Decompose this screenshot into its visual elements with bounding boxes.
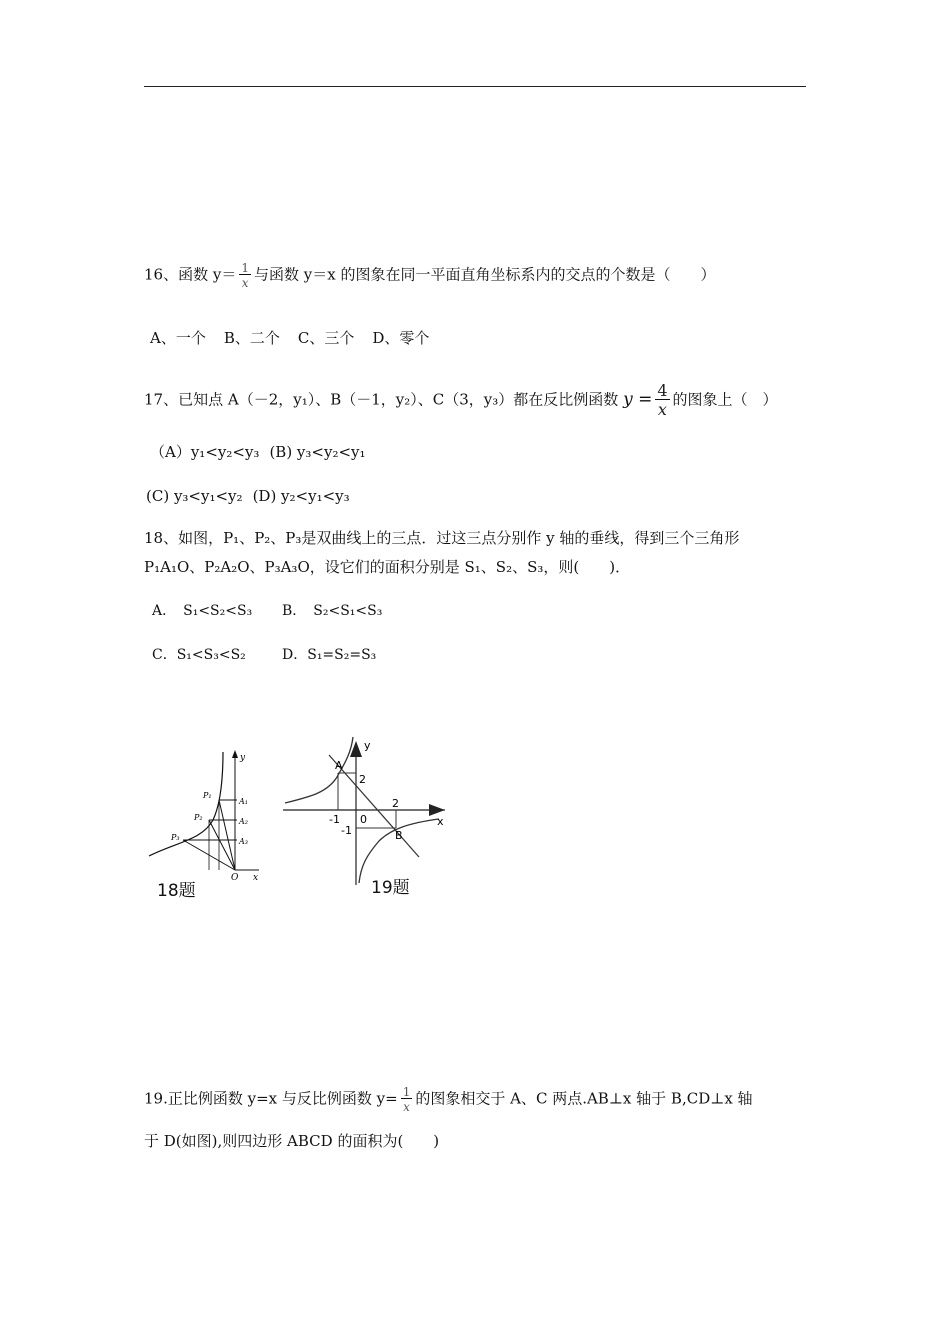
q18-options-row-1 — [152, 601, 382, 621]
q19-frac-den: x — [403, 1100, 410, 1114]
fig18-label-y: y — [240, 753, 246, 763]
fig19-label-neg1-y: -1 — [341, 824, 352, 837]
q17-option-b: (B) y₃<y₂<y₁ — [269, 443, 366, 461]
fig18-label-a1: A₁ — [239, 797, 248, 806]
q16-frac-num: 1 — [241, 261, 249, 275]
q17-y-equals: y = — [623, 389, 653, 410]
q19-stem-line-2: 于 D(如图),则四边形 ABCD 的面积为( ) — [144, 1132, 440, 1150]
fig18-caption: 18题 — [157, 881, 196, 901]
q16-frac-den: x — [241, 276, 249, 290]
fig19-label-a: A — [335, 759, 343, 772]
q16-option-d: D、零个 — [372, 329, 430, 347]
q16-text-start: 16、函数 y＝ — [144, 265, 237, 284]
figure-19-graph — [279, 733, 454, 893]
q17-text-start: 17、已知点 A（－2，y₁）、B（－1，y₂）、C（3，y₃）都在反比例函数 — [144, 390, 619, 409]
fig18-label-a2: A₂ — [239, 817, 248, 826]
fig19-label-2-y: 2 — [359, 773, 366, 786]
header-rule — [144, 86, 806, 87]
q18-option-c: C．S₁<S₃<S₂ — [152, 647, 246, 663]
q19-text-end: 的图象相交于 A、C 两点.AB⊥x 轴于 B,CD⊥x 轴 — [415, 1089, 753, 1108]
question-16-options — [150, 328, 447, 348]
fig18-label-p1: P₁ — [203, 791, 212, 800]
q17-text-end: 的图象上（ ） — [672, 390, 778, 409]
fig19-label-b: B — [395, 829, 403, 842]
fig19-label-x: x — [437, 815, 444, 828]
q18-options-row-2 — [152, 645, 376, 665]
q16-fraction — [239, 262, 251, 289]
figure-18 — [147, 748, 265, 902]
q16-option-c: C、三个 — [297, 329, 355, 347]
q18-stem-line-1: 18、如图，P₁、P₂、P₃是双曲线上的三点．过这三点分别作 y 轴的垂线，得到三个三角形 — [144, 529, 740, 547]
q17-options-row-1 — [150, 442, 366, 462]
q17-frac-num: 4 — [657, 381, 668, 400]
fig19-label-neg1-x: -1 — [329, 813, 340, 826]
fig18-label-p3: P₃ — [171, 833, 180, 842]
question-16-stem — [144, 262, 715, 289]
q16-option-a: A、一个 — [150, 329, 206, 347]
figure-19 — [279, 733, 454, 898]
fig18-y-arrow — [232, 750, 238, 758]
fig19-label-2-x: 2 — [392, 797, 399, 810]
q18-option-a: A． S₁<S₂<S₃ — [152, 603, 253, 619]
q17-option-a: （A）y₁<y₂<y₃ — [150, 443, 260, 461]
q16-text-end: 与函数 y＝x 的图象在同一平面直角坐标系内的交点的个数是（ ） — [253, 265, 716, 284]
q17-options-row-2 — [146, 486, 350, 506]
q19-text-start: 19.正比例函数 y=x 与反比例函数 y= — [144, 1089, 398, 1108]
fig19-caption: 19题 — [371, 878, 410, 898]
fig19-label-zero: 0 — [360, 813, 367, 826]
q18-option-b: B． S₂<S₁<S₃ — [282, 603, 383, 619]
fig19-label-y: y — [364, 739, 371, 752]
q17-option-d: (D) y₂<y₁<y₃ — [252, 487, 350, 505]
fig18-p1-to-o — [219, 800, 235, 870]
fig18-label-x: x — [253, 873, 259, 883]
question-19-stem — [144, 1086, 753, 1113]
question-17-stem — [144, 383, 778, 418]
q18-option-d: D．S₁=S₂=S₃ — [282, 647, 377, 663]
fig18-label-a3: A₃ — [239, 837, 248, 846]
q16-option-b: B、二个 — [223, 329, 280, 347]
fig18-label-o: O — [231, 873, 239, 883]
q19-fraction — [401, 1086, 413, 1113]
q17-frac-den: x — [657, 400, 667, 419]
q19-frac-num: 1 — [402, 1085, 411, 1099]
q17-option-c: (C) y₃<y₁<y₂ — [146, 487, 243, 505]
q17-fraction — [655, 383, 669, 418]
q18-stem-line-2: P₁A₁O、P₂A₂O、P₃A₃O，设它们的面积分别是 S₁、S₂、S₃，则( )． — [144, 558, 631, 576]
fig18-label-p2: P₂ — [194, 813, 203, 822]
